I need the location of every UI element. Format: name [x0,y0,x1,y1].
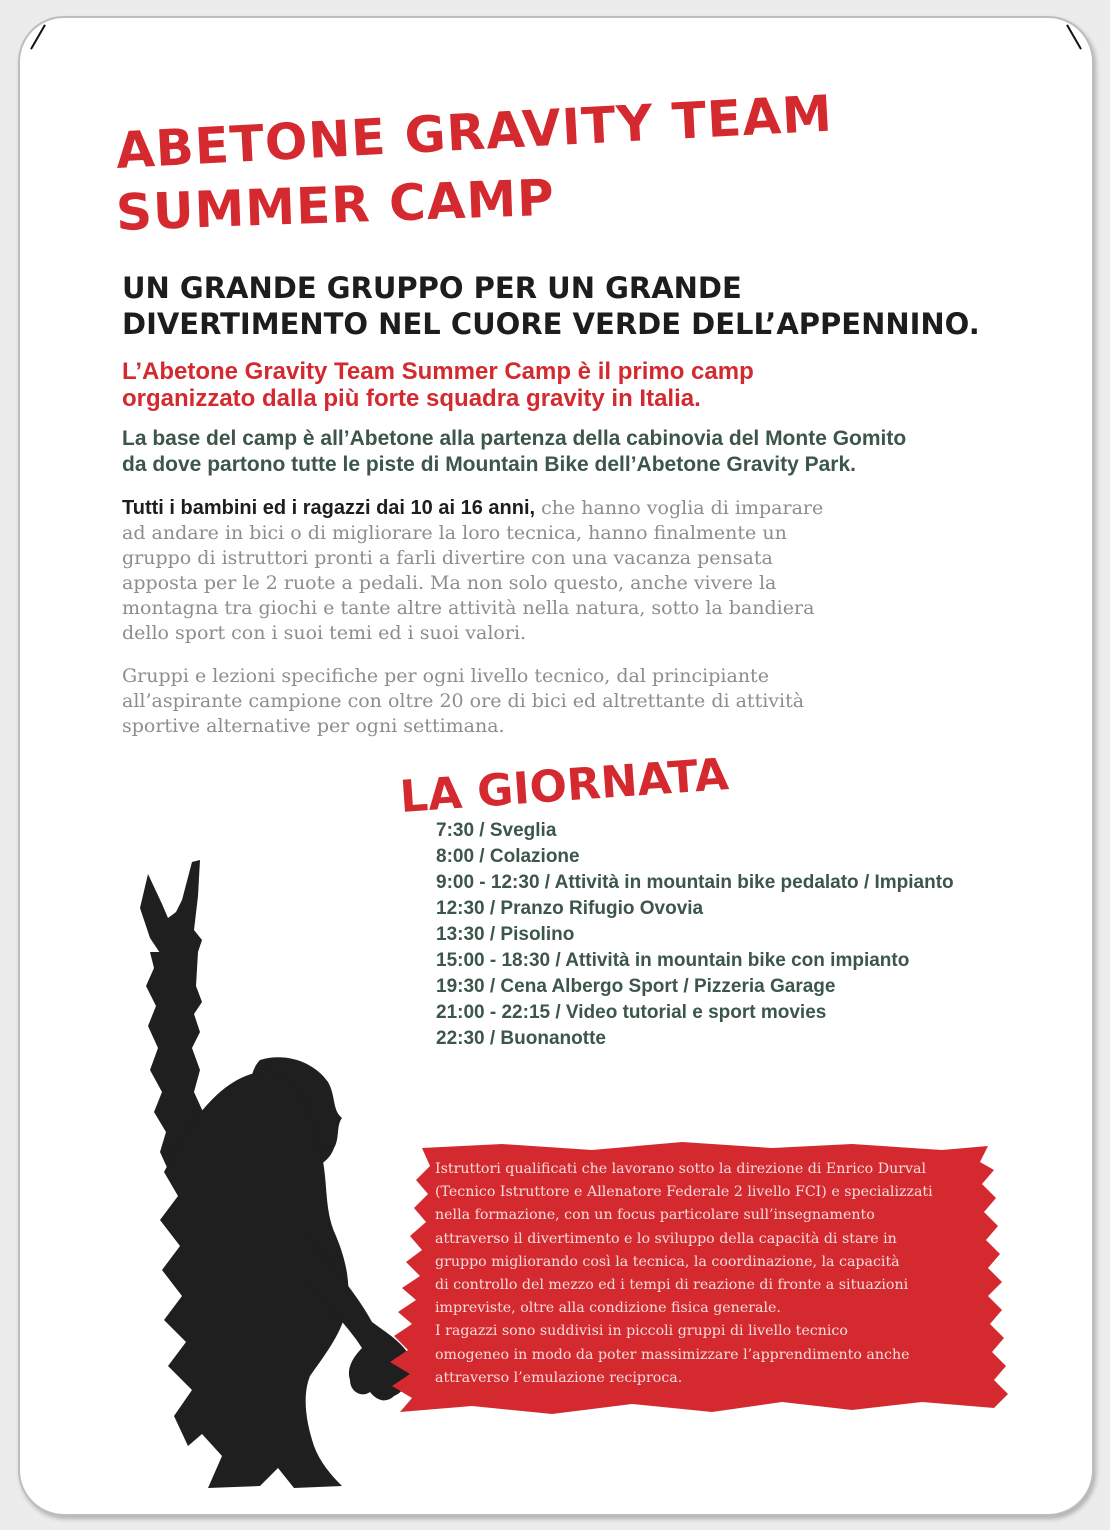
schedule-item: 19:30 / Cena Albergo Sport / Pizzeria Garage [436,976,836,997]
note-line: (Tecnico Istruttore e Allenatore Federale 2 livello FCI) e specializzati [435,1184,933,1201]
body-p2-line-3: sportive alternative per ogni settimana. [122,715,505,737]
instructors-note [435,1158,995,1390]
note-line: gruppo migliorando così la tecnica, la coordinazione, la capacità [435,1253,900,1270]
note-line: Istruttori qualificati che lavorano sotto la direzione di Enrico Durval [435,1161,927,1177]
intro-red-line-2: organizzato dalla più forte squadra gravity in Italia. [122,385,701,412]
schedule-item: 12:30 / Pranzo Rifugio Ovovia [436,898,704,919]
section-title-giornata: LA GIORNATA [398,749,731,823]
body-paragraph-2 [122,664,804,739]
title-line-2: SUMMER CAMP [114,168,556,242]
intro-green-line-2: da dove partono tutte le piste di Mountain Bike dell’Abetone Gravity Park. [122,453,856,476]
body-p2-line-2: all’aspirante campione con oltre 20 ore di bici ed altrettante di attività [122,690,805,712]
body-p1-line-6: dello sport con i suoi temi ed i suoi valori. [122,622,527,644]
flyer-page [18,16,1094,1516]
schedule-item: 8:00 / Colazione [436,846,580,867]
subheading-line-1: UN GRANDE GRUPPO PER UN GRANDE [122,271,742,305]
note-line: di controllo del mezzo ed i tempi di reazione di fronte a situazioni [435,1277,909,1294]
schedule-item: 13:30 / Pisolino [436,924,575,945]
body-paragraph-1-lead: Tutti i bambini ed i ragazzi dai 10 ai 16 anni, [122,497,536,519]
intro-red-text [122,358,754,412]
schedule-item: 15:00 - 18:30 / Attività in mountain bike con impianto [436,950,910,971]
note-line: nella formazione, con un focus particolare sull’insegnamento [435,1207,875,1224]
body-p1-line-2: ad andare in bici o di migliorare la loro tecnica, hanno finalmente un [122,522,787,544]
body-paragraph-1 [122,496,823,646]
schedule-item: 7:30 / Sveglia [436,820,557,841]
body-p1-line-5: montagna tra giochi e tante altre attività nella natura, sotto la bandiera [122,597,815,619]
subheading-line-2: DIVERTIMENTO NEL CUORE VERDE DELL’APPENNINO. [122,307,980,341]
yeti-silhouette-icon [110,856,410,1496]
intro-green-line-1: La base del camp è all’Abetone alla partenza della cabinovia del Monte Gomito [122,427,907,450]
crop-mark-top-right [1066,24,1082,49]
body-p1-line-4: apposta per le 2 ruote a pedali. Ma non solo questo, anche vivere la [122,572,777,594]
note-line: attraverso il divertimento e lo sviluppo della capacità di stare in [435,1230,897,1247]
note-line: I ragazzi sono suddivisi in piccoli gruppi di livello tecnico [435,1323,848,1340]
body-p1-line-3: gruppo di istruttori pronti a farli divertire con una vacanza pensata [122,547,773,569]
note-line: attraverso l’emulazione reciproca. [435,1369,683,1386]
intro-red-line-1: L’Abetone Gravity Team Summer Camp è il primo camp [122,358,754,385]
note-line: omogeneo in modo da poter massimizzare l’apprendimento anche [435,1346,910,1363]
crop-mark-top-left [30,24,46,49]
body-p1-line-1: che hanno voglia di imparare [535,497,824,519]
schedule-item: 21:00 - 22:15 / Video tutorial e sport movies [436,1002,827,1023]
body-p2-line-1: Gruppi e lezioni specifiche per ogni livello tecnico, dal principiante [122,665,769,687]
subheading [122,270,980,342]
schedule-item: 9:00 - 12:30 / Attività in mountain bike pedalato / Impianto [436,872,954,893]
intro-green-text [122,426,906,478]
daily-schedule [436,818,954,1052]
title-line-1: ABETONE GRAVITY TEAM [114,84,835,180]
note-line: impreviste, oltre alla condizione fisica generale. [435,1300,781,1317]
schedule-item: 22:30 / Buonanotte [436,1028,606,1049]
